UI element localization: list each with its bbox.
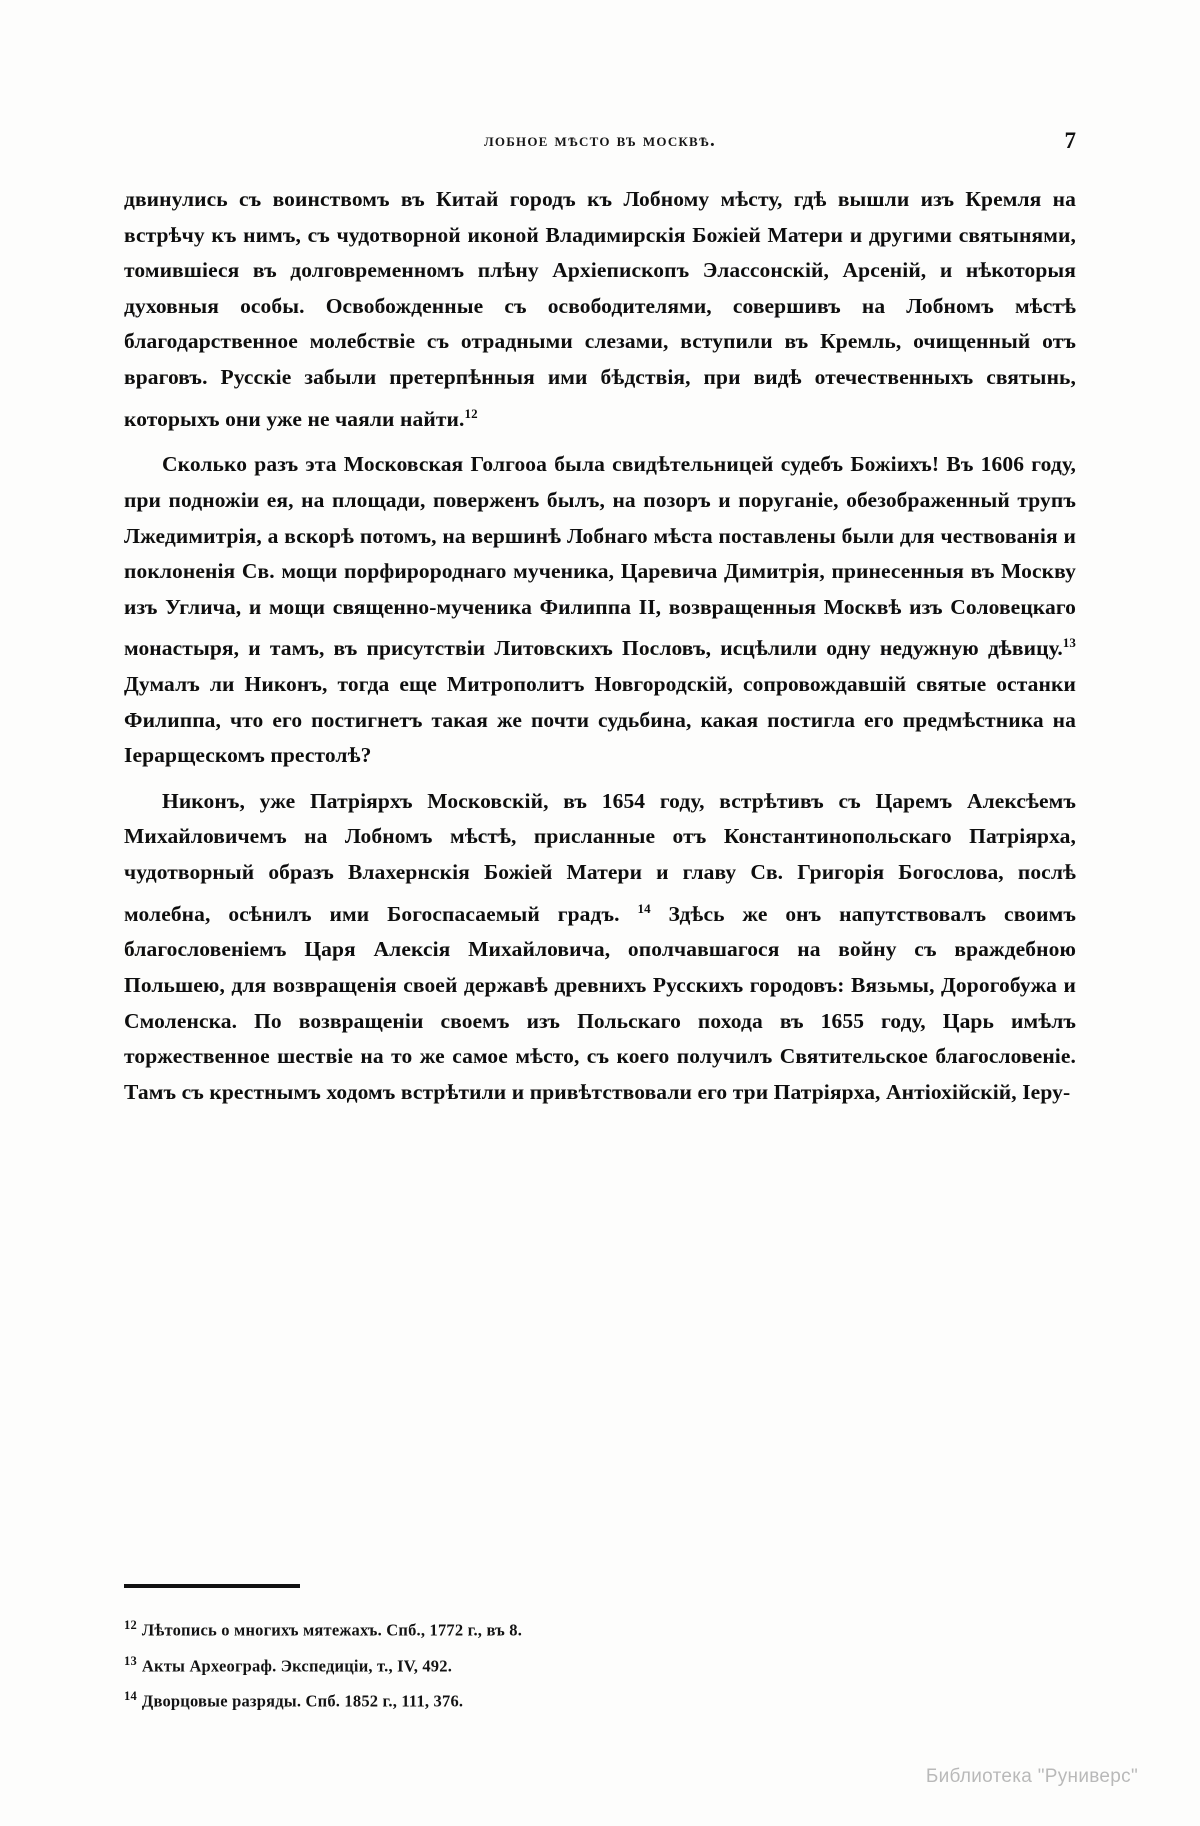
paragraph-1-text: двинулись съ воинствомъ въ Китай городъ къ Лобному мѣсту, гдѣ вышли изъ Кремля на встрѣчу къ нимъ, съ чудотворной иконой Владимирскія Божіей Матери и другими святынями, томившіеся въ долговременномъ плѣну Архіепископъ Элассонскій, Арсеній, и нѣкоторыя духовныя особы. Освобожденные съ освободителями, совершивъ на Лобномъ мѣстѣ благодарственное молебствіе съ отрадными слезами, вступили въ Кремль, очищенный отъ враговъ. Русскіе забыли претерпѣнныя ими бѣдствія, при видѣ отечественныхъ святынь, которыхъ они уже не чаяли найти. (124, 187, 1076, 431)
paragraph-2-text: Сколько разъ эта Московская Голгооа была свидѣтельницей судебъ Божіихъ! Въ 1606 году, при подножіи ея, на площади, поверженъ былъ, на позоръ и поруганіе, обезображенный трупъ Лжедимитрія, а вскорѣ потомъ, на вершинѣ Лобнаго мѣста поставлены были для чествованія и поклоненія Св. мощи порфиророднаго мученика, Царевича Димитрія, принесенныя въ Москву изъ Углича, и мощи священно-мученика Филиппа II, возвращенныя Москвѣ изъ Соловецкаго монастыря, и тамъ, въ присутствіи Литовскихъ Пословъ, исцѣлили одну недужную дѣвицу. (124, 452, 1076, 661)
running-head-title: лобное мѣсто въ москвѣ. (484, 130, 716, 151)
paragraph-2 (124, 447, 1076, 774)
footnote-ref-12: 12 (464, 405, 478, 421)
footnote-item (124, 1610, 1076, 1646)
running-head (124, 130, 1076, 160)
footnote-text: Лѣтопись о многихъ мятежахъ. Спб., 1772 г., въ 8. (141, 1620, 523, 1640)
footnotes-block (124, 1584, 1076, 1717)
paragraph-2-tail: Думалъ ли Никонъ, тогда еще Митрополитъ Новгородскій, сопровождавшій святые останки Филиппа, что его постигнетъ такая же почти судьбина, какая постигла его предмѣстника на Іерарщескомъ престолѣ? (124, 672, 1076, 768)
footnote-ref-13: 13 (1062, 635, 1076, 651)
footnote-number: 13 (124, 1653, 137, 1668)
footnote-number: 14 (124, 1689, 137, 1703)
page-number: 7 (1064, 128, 1076, 153)
footnote-item (124, 1681, 1076, 1717)
paragraph-1 (124, 182, 1076, 437)
page-content (124, 130, 1076, 1112)
footnote-item (124, 1646, 1076, 1682)
paragraph-3-tail: Здѣсь же онъ напутствовалъ своимъ благословеніемъ Царя Алексія Михайловича, ополчавшагося на войну съ враждебною Польшею, для возвращенія своей державѣ древнихъ Русскихъ городовъ: Вязьмы, Дорогобужа и Смоленска. По возвращеніи своемъ изъ Польскаго похода въ 1655 году, Царь имѣлъ торжественное шествіе на то же самое мѣсто, съ коего получилъ Святительское благословеніе. Тамъ съ крестнымъ ходомъ встрѣтили и привѣтствовали его три Патріярха, Антіохійскій, Іеру- (124, 901, 1076, 1104)
paragraph-3: Никонъ, уже Патріярхъ Московскій, въ 1654 году, встрѣтивъ съ Царемъ Алексѣемъ Михайловичемъ на Лобномъ мѣстѣ, присланные отъ Константинопольскаго Патріярха, чудотворный образъ Влахернскія Божіей Матери и главу Св. Григорія Богослова, послѣ молебна, осѣнилъ ими Богоспасаемый градъ. $^{14}$ Здѣсь же онъ напутствовалъ своимъ благословеніемъ Царя Алексія Михайловича, ополчавшагося на войну съ враждебною Польшею, для возвращенія своей державѣ древнихъ Русскихъ городовъ: Вязьмы, Дорогобужа и Смоленска. По возвращеніи своемъ изъ Польскаго похода въ 1655 году, Царь имѣлъ торжественное шествіе на то же самое мѣсто, съ коего получилъ Святительское благословеніе. Тамъ съ крестнымъ ходомъ встрѣтили и привѣтствовали его три Патріярха, Антіохійскій, Іеру- (124, 788, 1076, 1104)
footnote-number: 12 (124, 1618, 137, 1632)
paragraph-3-text: Никонъ, уже Патріярхъ Московскій, въ 1654 году, встрѣтивъ съ Царемъ Алексѣемъ Михайловичемъ на Лобномъ мѣстѣ, присланные отъ Константинопольскаго Патріярха, чудотворный образъ Влахернскія Божіей Матери и главу Св. Григорія Богослова, послѣ молебна, (124, 788, 1076, 926)
library-watermark: Библиотека "Руниверс" (925, 1766, 1138, 1787)
footnote-ref-14: 14 (637, 900, 651, 916)
footnote-separator-rule (124, 1584, 300, 1588)
footnote-text: Акты Археограф. Экспедиціи, т., IV, 492. (141, 1656, 453, 1675)
footnote-text: Дворцовые разряды. Спб. 1852 г., 111, 376. (141, 1691, 464, 1711)
